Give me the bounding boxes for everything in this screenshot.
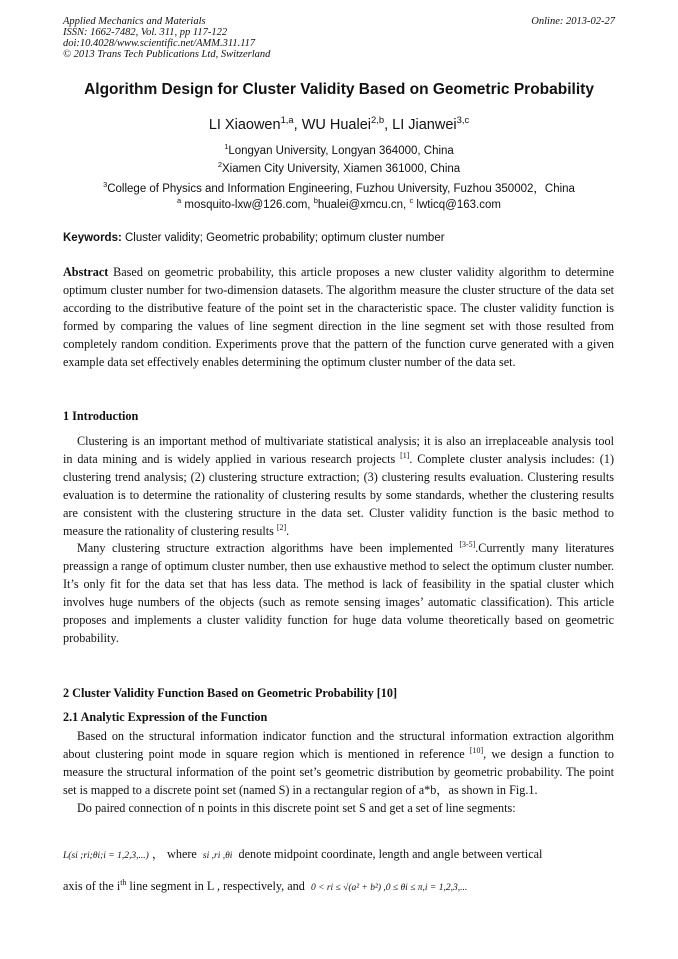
paragraph-text: axis of the i [63, 879, 121, 893]
paragraph-text: . [286, 523, 290, 538]
journal-name: Applied Mechanics and Materials [63, 16, 206, 27]
citation[interactable]: [10] [469, 745, 484, 755]
section-body [63, 433, 614, 648]
email-sup: c [409, 196, 414, 206]
affiliation-text: Longyan University, Longyan 364000, China [228, 145, 454, 157]
email-sup: b [313, 196, 318, 206]
author-name: WU Hualei [301, 117, 371, 133]
affiliation-sup: 1 [224, 142, 229, 152]
paragraph [63, 433, 614, 540]
journal-header [63, 16, 270, 60]
email-sup: a [177, 196, 182, 206]
affiliation [0, 180, 678, 196]
online-date: Online: 2013-02-27 [531, 16, 615, 27]
paragraph-text: Clustering is an important method of multivariate statistical analysis; it is also an irreplaceable analysis tool in data mining and is widely applied in various research projects [63, 434, 614, 466]
paragraph-text: Based on the structural information indicator function and the structural information extraction algorithm about clustering point mode in square region which is mentioned in reference [63, 729, 614, 761]
paragraph-text: denote midpoint coordinate, length and angle between vertical [238, 847, 543, 861]
author-name: LI Xiaowen [208, 117, 281, 133]
paragraph-text: , we design a function to measure the structural information of the point set’s geometric distribution by geometric probability. The point set is mapped to a discrete point set (named S) in a rectangular region of a*b，as shown in Fig.1. [63, 746, 614, 797]
abstract [63, 264, 614, 371]
email-link[interactable]: mosquito-lxw@126.com, [184, 199, 311, 211]
formula-line [63, 879, 614, 894]
doi-line: doi:10.4028/www.scientific.net/AMM.311.117 [63, 38, 256, 49]
section-body [63, 728, 614, 818]
citation[interactable]: [3-5] [459, 540, 476, 550]
author-sup: 3,c [456, 114, 470, 126]
affiliation-sup: 2 [217, 160, 222, 170]
subsection-heading: 2.1 Analytic Expression of the Function [63, 710, 268, 724]
paragraph [63, 540, 614, 647]
affiliation [0, 160, 678, 175]
author-sup: 1,a [280, 114, 294, 126]
formula: 0 < ri ≤ √(a² + b²) ,0 ≤ θi ≤ π,i = 1,2,3,... [310, 883, 468, 893]
section-heading: 2 Cluster Validity Function Based on Geometric Probability [10] [63, 686, 398, 700]
email-list [0, 196, 678, 211]
copyright-line: © 2013 Trans Tech Publications Ltd, Switzerland [63, 49, 271, 60]
citation[interactable]: [1] [400, 450, 410, 460]
paragraph-text: Many clustering structure extraction algorithms have been implemented [77, 541, 460, 556]
author-list: LI Xiaowen$^{1,a}$, WU Hualei$^{2,b}$, LI Jianwei$^{3,c}$ [208, 114, 470, 133]
where-label: ， where [151, 847, 197, 861]
abstract-text: Based on geometric probability, this article proposes a new cluster validity algorithm to determine optimum cluster number for two-dimension datasets. The algorithm measure the cluster structure of the data set according to the distributive feature of the point set in the characteristic space. The cluster validity function is formed by comparing the values of line segment direction in the line segment set with those resulted from completely random condition. Experiments prove that the pattern of the function curve generated with a given example data set effectively enables determining the optimum cluster number of the data set. [63, 265, 614, 369]
formula-line [63, 845, 614, 862]
keywords [63, 232, 445, 244]
keywords-label: Keywords: [63, 232, 122, 244]
paragraph-text: . Complete cluster analysis includes: (1) clustering trend analysis; (2) clustering structure extraction; (3) clustering results evaluation. Clustering results evaluation is to determine the rationality of clustering results by some standards, whether the clustering results are consistent with the clustering structure in the data set. Cluster validity function is the basic method to measure the rationality of clustering results [63, 451, 615, 538]
formula: L(si ;ri;θi;i = 1,2,3,...) [63, 851, 149, 861]
abstract-label: Abstract [63, 265, 109, 279]
affiliation-text: College of Physics and Information Engineering, Fuzhou University, Fuzhou 350002，China [107, 183, 575, 195]
issn-line: ISSN: 1662-7482, Vol. 311, pp 117-122 [63, 27, 228, 38]
email-link[interactable]: lwticq@163.com [416, 199, 501, 211]
paragraph-text: .Currently many literatures preassign a range of optimum cluster number, then use exhaustive method to select the optimum cluster number. It’s only fit for the data set that has less data. The method is lack of feasibility in the spatial cluster which involves huge numbers of the objects (such as remote sensing images’ automatic classification). This article proposes and implements a cluster validity function for huge data volume theoretically based on geometric probability. [63, 541, 614, 645]
paper-title: Algorithm Design for Cluster Validity Based on Geometric Probability [84, 81, 594, 98]
formula: si ,ri ,θi [202, 851, 233, 861]
paragraph: Do paired connection of n points in this discrete point set S and get a set of line segments: [77, 800, 516, 815]
superscript: th [120, 877, 127, 887]
citation[interactable]: [2] [276, 522, 287, 532]
affiliation [0, 142, 678, 157]
affiliation-text: Xiamen City University, Xiamen 361000, China [221, 163, 461, 175]
email-link[interactable]: hualei@xmcu.cn, [317, 199, 407, 211]
affiliation-sup: 3 [103, 180, 108, 190]
author-name: LI Jianwei [392, 117, 457, 133]
keywords-text: Cluster validity; Geometric probability; optimum cluster number [125, 232, 445, 244]
paragraph-text: line segment in L , respectively, and [126, 879, 305, 893]
paragraph [63, 728, 614, 800]
section-heading: 1 Introduction [63, 409, 139, 423]
author-sup: 2,b [371, 114, 385, 126]
